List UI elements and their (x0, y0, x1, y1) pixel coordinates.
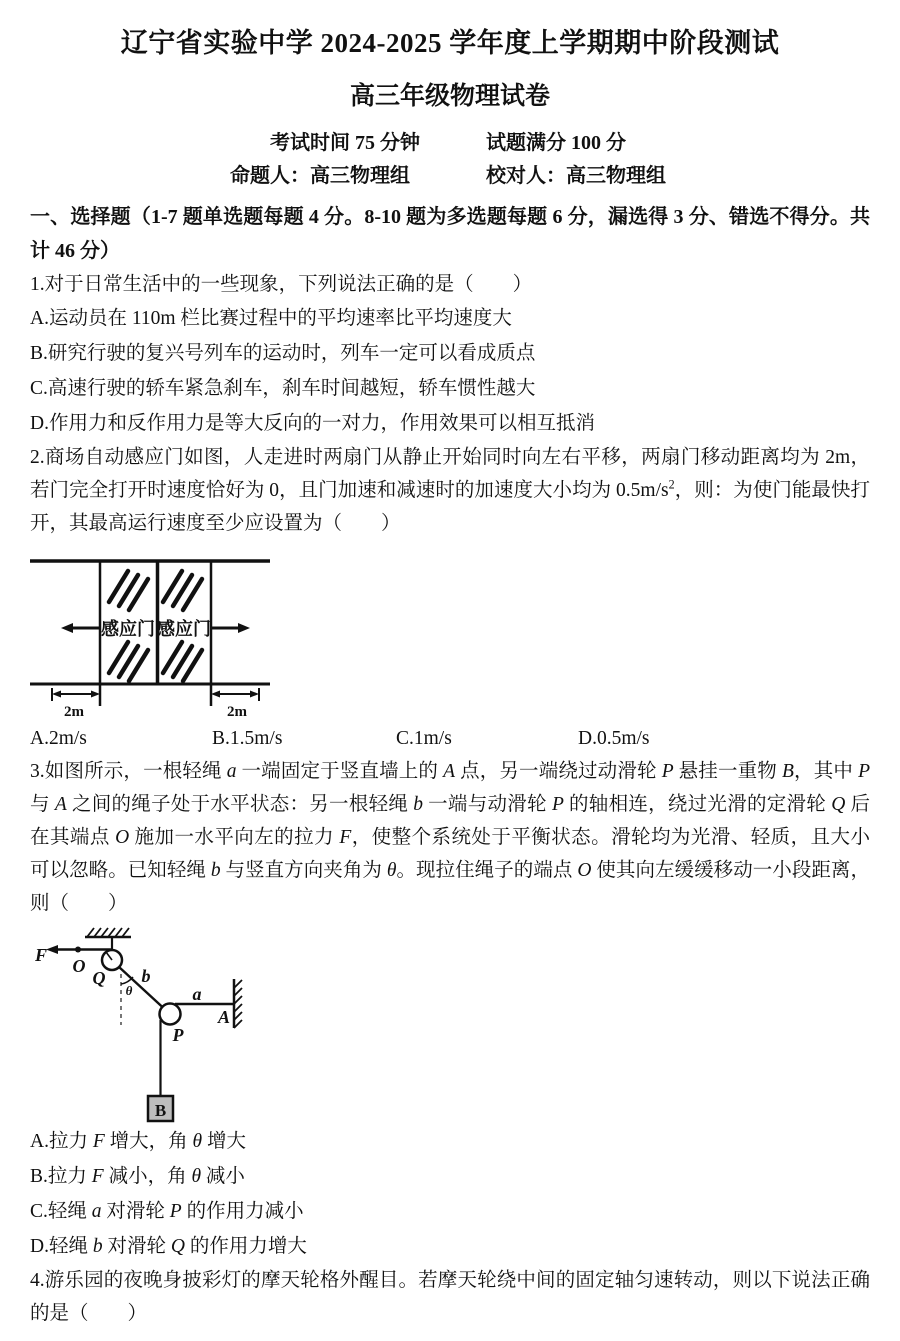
rope-a-label: a (192, 984, 202, 1004)
pulley-p (160, 1004, 181, 1025)
left-motion-arrow (61, 623, 100, 633)
force-f-arrowhead (46, 945, 58, 954)
exam-subtitle: 高三年级物理试卷 (349, 83, 550, 110)
wall (234, 979, 242, 1028)
left-door-label: 感应门 (101, 619, 155, 639)
pulley-system-diagram (10, 924, 260, 1124)
rope-end-o (46, 945, 112, 954)
exam-setter: 命题人：高三物理组 (230, 165, 410, 187)
point-o-label: O (72, 956, 86, 976)
exam-full-score: 试题满分 100 分 (486, 132, 626, 154)
force-f-label: F (34, 945, 48, 965)
question-1-option-c: C.高速行驶的轿车紧急刹车，刹车时间越短，轿车惯性越大 (30, 378, 536, 399)
section-heading: 一、选择题（1-7 题单选题每题 4 分。8-10 题为多选题每题 6 分，漏选得 3 分、错选不得分。共计 46 分） (30, 206, 870, 262)
question-2-option-a: A.2m/s (30, 728, 87, 749)
right-motion-arrow (211, 623, 250, 633)
question-3-option-c: C.轻绳 a 对滑轮 P 的作用力减小 (30, 1201, 304, 1222)
question-2-options (30, 722, 870, 755)
block-b-label: B (154, 1101, 167, 1120)
question-3-stem: 3.如图所示，一根轻绳 a 一端固定于竖直墙上的 A 点，另一端绕过动滑轮 P 悬挂一重物 B，其中 P 与 A 之间的绳子处于水平状态：另一根轻绳 b 一端与动滑轮 P 的轴相连，绕过光滑的定滑轮 Q 后在其端点 O 施加一水平向左的拉力 F，使整个系统处于平衡状态。滑轮均为光滑、轻质，且大小可以忽略。已知轻绳 b 与竖直方向夹角为 θ。现拉住绳子的端点 O 使其向左缓缓移动一小段距离，则（ ） (30, 761, 870, 914)
rope-b-label: b (141, 966, 151, 986)
exam-info-row-1 (30, 130, 870, 157)
question-1-option-a: A.运动员在 110m 栏比赛过程中的平均速率比平均速度大 (30, 308, 512, 329)
pulley-p-label: P (172, 1025, 184, 1045)
left-distance-dimension (52, 688, 100, 720)
sliding-door-diagram (30, 546, 275, 722)
question-4-stem: 4.游乐园的夜晚身披彩灯的摩天轮格外醒目。若摩天轮绕中间的固定轴匀速转动，则以下说法正确的是（ ） (30, 1270, 870, 1324)
right-door-label: 感应门 (157, 619, 211, 639)
ceiling (85, 928, 131, 937)
question-3-option-d: D.轻绳 b 对滑轮 Q 的作用力增大 (30, 1236, 307, 1257)
question-2-stem: 2.商场自动感应门如图，人走进时两扇门从静止开始同时向左右平移，两扇门移动距离均为 2m，若门完全打开时速度恰好为 0，且门加速和减速时的加速度大小均为 $0.5m/s^2$，则：为使门能最快打开，其最高运行速度至少应设置为（ ） (30, 447, 870, 534)
theta-label: θ (125, 983, 133, 998)
question-3-option-a: A.拉力 F 增大，角 θ 增大 (30, 1131, 247, 1152)
pulley-q-label: Q (92, 968, 106, 988)
question-2-option-c: C.1m/s (396, 728, 452, 749)
question-2-option-d: D.0.5m/s (578, 728, 650, 749)
question-1-option-d: D.作用力和反作用力是等大反向的一对力，作用效果可以相互抵消 (30, 413, 595, 434)
point-o-dot (75, 947, 81, 953)
exam-proofreader: 校对人：高三物理组 (486, 165, 666, 187)
exam-info-row-2 (30, 163, 870, 190)
wall-point-a-label: A (217, 1007, 231, 1027)
right-distance-dimension (211, 688, 259, 720)
question-1-option-b: B.研究行驶的复兴号列车的运动时，列车一定可以看成质点 (30, 343, 536, 364)
exam-time: 考试时间 75 分钟 (270, 132, 420, 154)
question-1-stem: 1.对于日常生活中的一些现象，下列说法正确的是（ ） (30, 274, 533, 295)
question-2-option-b: B.1.5m/s (212, 728, 283, 749)
exam-title: 辽宁省实验中学 2024-2025 学年度上学期期中阶段测试 (120, 28, 780, 58)
right-distance-label: 2m (227, 704, 247, 720)
left-distance-label: 2m (64, 704, 84, 720)
question-3-option-b: B.拉力 F 减小，角 θ 减小 (30, 1166, 245, 1187)
